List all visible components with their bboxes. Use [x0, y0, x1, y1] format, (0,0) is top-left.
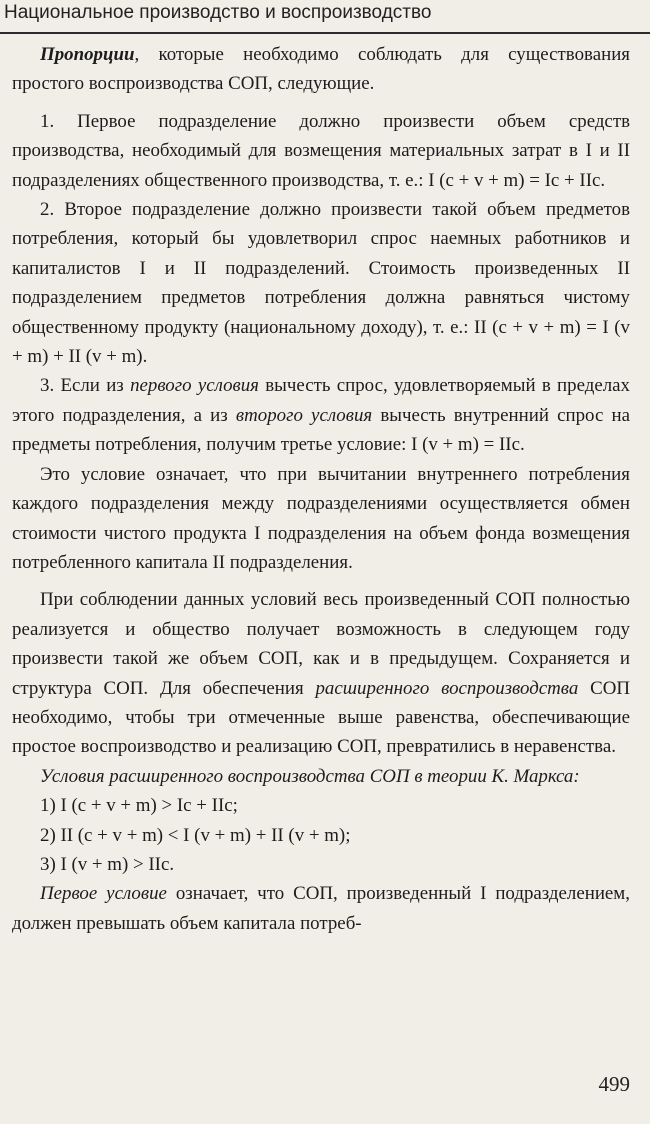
- page-header: [0, 0, 650, 34]
- paragraph-marx-conditions: Условия расширенного воспроизводства СОП в теории К. Маркса:: [40, 765, 580, 787]
- condition-2: 2) II (c + v + m) < I (v + m) + II (v + m);: [40, 824, 351, 846]
- paragraph-proportions: Пропорции, которые необходимо соблюдать для существования простого воспроизводства СОП, следующие.: [12, 44, 630, 95]
- page-body: [12, 40, 630, 938]
- paragraph-condition-2: 2. Второе подразделение должно произвести такой объем предметов потребления, который бы удовлетворил спрос наемных работников и капиталистов I и II подразделений. Стоимость произведенных II подразделением предметов потребления должна равняться чистому общественному продукту (национальному доходу), т. е.: II (c + v + m) = I (v + m) + II (v + m).: [12, 199, 630, 368]
- paragraph-condition-3: 3. Если из первого условия вычесть спрос, удовлетворяемый в пределах этого подразделения, а из второго условия вычесть внутренний спрос на предметы потребления, получим третье условие: I (v + m) = IIc.: [12, 375, 631, 456]
- paragraph-condition-1: 1. Первое подразделение должно произвести объем средств производства, необходимый для возмещения материальных затрат в I и II подразделениях общественного производства, т. е.: I (c + v + m) = Ic + IIc.: [12, 110, 630, 191]
- condition-1: 1) I (c + v + m) > Ic + IIc;: [40, 795, 238, 817]
- condition-3: 3) I (v + m) > IIc.: [40, 853, 175, 875]
- page-number: 499: [598, 1072, 630, 1096]
- term-proportions: Пропорции: [40, 44, 135, 65]
- paragraph-expanded: При соблюдении данных условий весь произведенный СОП полностью реализуется и общество получает возможность в следующем году произвести такой же объем СОП, как и в предыдущем. Сохраняется и структура СОП. Для обеспечения расширенного воспроизводства СОП необходимо, чтобы три отмеченные выше равенства, обеспечивающие простое воспроизводство и реализацию СОП, превратились в неравенства.: [12, 589, 631, 758]
- running-title: Национальное производство и воспроизводство: [4, 2, 432, 23]
- paragraph-first-condition: Первое условие означает, что СОП, произведенный I подразделением, должен превышать объем капитала потреб-: [12, 883, 630, 934]
- paragraph-exchange: Это условие означает, что при вычитании внутреннего потребления каждого подразделения между подразделениями осуществляется обмен стоимости чистого продукта I подразделения на объем фонда возмещения потребленного капитала II подразделения.: [12, 463, 630, 573]
